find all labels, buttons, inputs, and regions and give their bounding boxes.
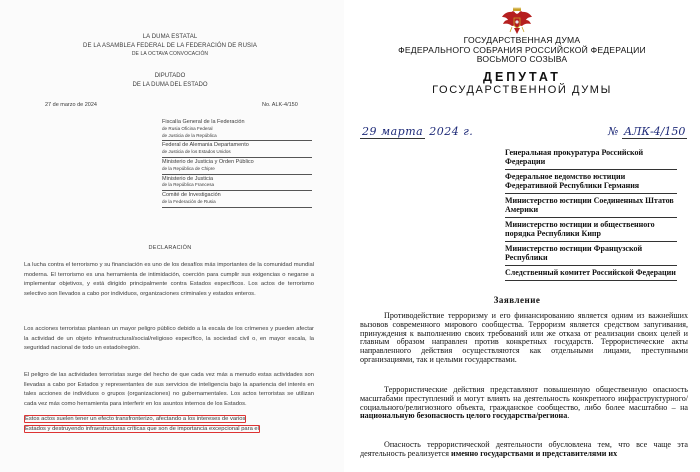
right-paragraph-2-bold: национальную безопасность целого государства/региона [360, 411, 568, 421]
highlighted-line: Estados y destruyendo infraestructuras críticas que son de importancia excepcional para el [25, 425, 259, 432]
spanish-translation-page [0, 0, 344, 472]
left-addressee-main: Comité de Investigación [162, 192, 221, 199]
date-day-month: 29 марта [362, 125, 424, 138]
left-paragraph-3: El peligro de las actividades terroristas surge del hecho de que cada vez más a menudo estas actividades son llevadas a cabo por Estados y representantes de sus servicios de inteligencia bajo la apariencia del interés en tales acciones de individuos o grupos (organizaciones) no gubernamentales. Los actos terroristas se utilizan cada vez más como herramienta para interferir en los asuntos internos de los Estados. [24, 372, 314, 407]
russian-coat-of-arms-icon [499, 6, 535, 36]
number-sign: № [608, 125, 619, 138]
left-date: 27 de marzo de 2024 [45, 102, 97, 108]
left-deputy-line: DIPUTADO [154, 73, 186, 79]
highlighted-line: Estos actos suelen tener un efecto transfronterizo, afectando a los intereses de varios [25, 416, 246, 422]
left-addressee [162, 141, 312, 158]
left-addressee-main: Federal de Alemania Departamento [162, 142, 249, 149]
right-paragraph-3 [360, 441, 688, 459]
right-letterhead [396, 36, 648, 65]
left-addressee-sub: de la Federación de Rusia [162, 198, 216, 204]
left-deputy-title [30, 72, 310, 89]
left-addressee-main: Ministerio de Justicia y Orden Público [162, 158, 254, 165]
right-addressee: Федеральное ведомство юстиции Федеративной Республики Германия [505, 170, 677, 194]
right-paragraph-3-bold: именно государствами и представителями их [451, 448, 618, 458]
russian-original-page [352, 0, 700, 472]
left-addressee-main: Ministerio de Justicia [162, 175, 214, 182]
right-paragraph-2 [360, 386, 688, 421]
left-header-line: LA DUMA ESTATAL [142, 34, 198, 40]
left-deputy-line: DE LA DUMA DEL ESTADO [132, 81, 208, 88]
right-header-line: ГОСУДАРСТВЕННАЯ ДУМА [463, 35, 581, 45]
statement-title: Заявление [493, 295, 541, 305]
left-addressee [162, 158, 312, 175]
right-addressee: Генеральная прокуратура Российской Федерации [505, 146, 677, 170]
right-paragraph-3-text: Опасность террористической деятельности обусловлена тем, что все чаще эта деятельность реализуется [360, 440, 688, 458]
right-reference-number [608, 125, 687, 138]
left-reference-number: No. ALK-4/150 [262, 102, 298, 108]
left-addressee-list [162, 118, 312, 208]
left-letterhead [30, 33, 310, 59]
left-addressee [162, 191, 312, 208]
right-addressee: Следственный комитет Российской Федерации [505, 266, 677, 281]
number-handwritten: АЛК-4/150 [623, 125, 686, 138]
right-paragraph-2-end: . [567, 411, 570, 421]
right-addressee: Министерство юстиции и общественного порядка Республики Кипр [505, 218, 677, 242]
right-handwritten-date [360, 125, 473, 138]
right-addressee-list [505, 146, 677, 281]
deputy-label: ДЕПУТАТ [483, 70, 561, 84]
left-paragraph-4 [24, 415, 314, 434]
right-addressee: Министерство юстиции Соединенных Штатов Америки [505, 194, 677, 218]
right-header-line: ВОСЬМОГО СОЗЫВА [476, 54, 568, 64]
left-addressee-main: Fiscalía General de la Federación [162, 119, 245, 125]
left-header-line: DE LA OCTAVA CONVOCACIÓN [131, 51, 209, 57]
left-addressee [162, 175, 312, 192]
right-header-line: ФЕДЕРАЛЬНОГО СОБРАНИЯ РОССИЙСКОЙ ФЕДЕРАЦИИ [398, 44, 646, 55]
left-addressee-sub: de la República de Chipre [162, 165, 215, 171]
right-deputy-title [396, 70, 648, 97]
state-duma-label: ГОСУДАРСТВЕННОЙ ДУМЫ [432, 84, 612, 96]
left-addressee-extra: de Justicia de la República [162, 132, 217, 138]
right-addressee: Министерство юстиции Французской Республики [505, 242, 677, 266]
left-declaration-title: DECLARACIÓN [148, 245, 192, 251]
right-paragraph-1-text: Противодействие терроризму и его финансированию является одним из важнейших вызовов современного мирового сообщества. Терроризм является средством запугивания, принуждения к выполнению своих требований или же отказа от реализации своих целей и главным образом направлен против конкретных государств. Террористические акты направленного действия осуществляются как отдельными лицами, преступными организациями, так и целыми государствами. [360, 311, 688, 364]
left-addressee-sub: de Rusia Oficina Federal [162, 125, 213, 131]
left-header-line: DE LA ASAMBLEA FEDERAL DE LA FEDERACIÓN DE RUSIA [83, 42, 257, 49]
left-addressee-sub: de la República Francesa [162, 182, 215, 188]
left-addressee-sub: de Justicia de los Estados Unidos [162, 149, 231, 155]
right-paragraph-2-text: Террористические действия представляют повышенную общественную опасность масштабами преступлений и могут влиять на деятельность конкретного инфраструктурного/социального/религиозного объекта, гражданское сообщество, либо более масштабно – на [360, 385, 688, 412]
right-paragraph-1 [360, 312, 688, 365]
left-paragraph-2: Los acciones terroristas plantean un mayor peligro público debido a la escala de los crímenes y pueden afectar la actividad de un objeto infraestructural/social/religioso específico, la sociedad civil o, en mayor escala, la seguridad nacional de todo un estado/región. [24, 326, 314, 352]
left-paragraph-1: La lucha contra el terrorismo y su financiación es uno de los desafíos más importantes de la comunidad mundial moderna. El terrorismo es una herramienta de intimidación, coerción para cumplir sus exigencias o negarse a implementar objetivos, y está dirigido principalmente contra Estados específicos. Los actos de terrorismo selectivo son llevados a cabo por individuos, organizaciones criminales y estados enteros. [24, 262, 314, 297]
date-year: 2024 г. [429, 125, 474, 138]
left-addressee [162, 118, 312, 141]
